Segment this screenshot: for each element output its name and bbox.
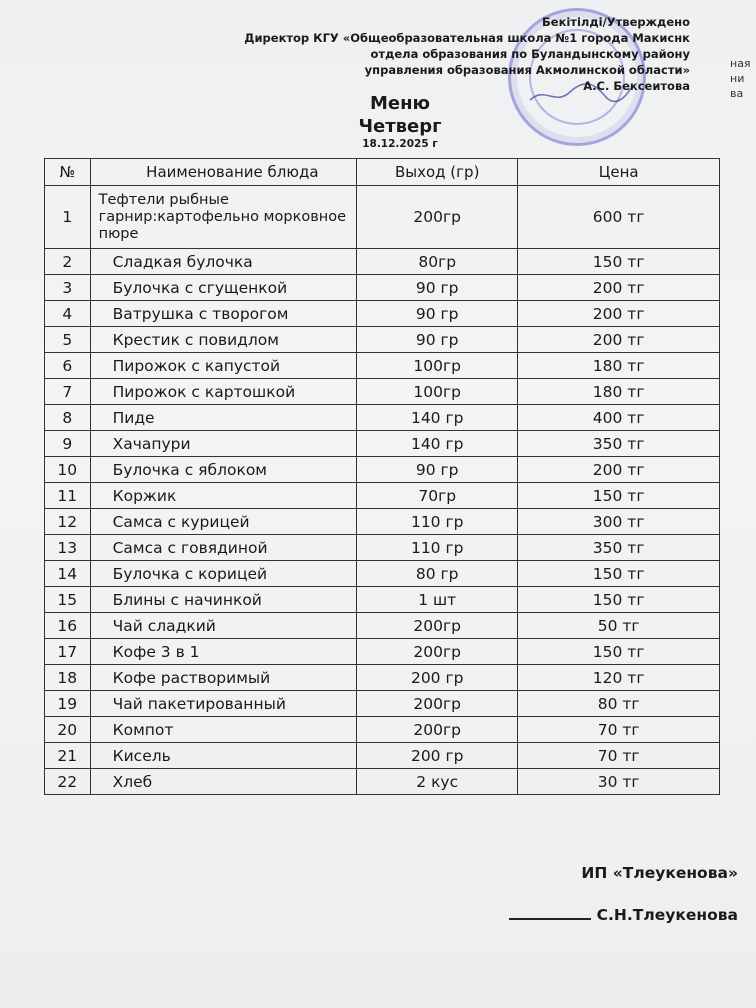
dish-name: Хачапури [90, 431, 357, 457]
row-number: 17 [45, 639, 91, 665]
table-row [45, 691, 720, 717]
dish-price: 150 тг [518, 483, 720, 509]
dish-name: Тефтели рыбные гарнир:картофельно морковное пюре [90, 186, 357, 249]
row-number: 12 [45, 509, 91, 535]
title-date: 18.12.2025 г [362, 138, 438, 150]
edge-text-line: ва [730, 87, 744, 100]
dish-output: 110 гр [357, 535, 518, 561]
edge-text-line: ная [730, 57, 751, 70]
table-header-row [45, 159, 720, 186]
table-row [45, 613, 720, 639]
company-name: ИП «Тлеукенова» [581, 864, 738, 882]
table-row [45, 249, 720, 275]
dish-name: Булочка с сгущенкой [90, 275, 357, 301]
dish-output: 90 гр [357, 457, 518, 483]
dish-price: 150 тг [518, 561, 720, 587]
table-row [45, 353, 720, 379]
signatory-name: С.Н.Тлеукенова [596, 906, 738, 924]
row-number: 5 [45, 327, 91, 353]
menu-table-body [45, 186, 720, 795]
dish-name: Кофе растворимый [90, 665, 357, 691]
dish-price: 150 тг [518, 249, 720, 275]
table-row [45, 717, 720, 743]
dish-price: 200 тг [518, 275, 720, 301]
dish-output: 100гр [357, 379, 518, 405]
table-row [45, 743, 720, 769]
approval-signer: А.С. Бексеитова [583, 79, 690, 93]
dish-name: Чай сладкий [90, 613, 357, 639]
dish-output: 200гр [357, 717, 518, 743]
signature-line-row [509, 906, 738, 924]
dish-name: Пирожок с картошкой [90, 379, 357, 405]
row-number: 13 [45, 535, 91, 561]
row-number: 7 [45, 379, 91, 405]
dish-output: 140 гр [357, 405, 518, 431]
row-number: 8 [45, 405, 91, 431]
table-row [45, 379, 720, 405]
dish-price: 150 тг [518, 587, 720, 613]
table-row [45, 327, 720, 353]
row-number: 19 [45, 691, 91, 717]
dish-price: 200 тг [518, 301, 720, 327]
dish-output: 100гр [357, 353, 518, 379]
dish-name: Ватрушка с творогом [90, 301, 357, 327]
row-number: 10 [45, 457, 91, 483]
dish-output: 200гр [357, 639, 518, 665]
dish-output: 90 гр [357, 301, 518, 327]
dish-name: Самса с говядиной [90, 535, 357, 561]
signature-line [509, 918, 591, 920]
table-row [45, 431, 720, 457]
table-row [45, 509, 720, 535]
dish-price: 120 тг [518, 665, 720, 691]
edge-text-line: ни [730, 72, 745, 85]
dish-name: Пиде [90, 405, 357, 431]
dish-output: 70гр [357, 483, 518, 509]
table-row [45, 561, 720, 587]
dish-name: Булочка с корицей [90, 561, 357, 587]
row-number: 21 [45, 743, 91, 769]
dish-output: 140 гр [357, 431, 518, 457]
table-row [45, 405, 720, 431]
table-row [45, 769, 720, 795]
row-number: 1 [45, 186, 91, 249]
dish-output: 80 гр [357, 561, 518, 587]
header-num: № [45, 159, 91, 186]
dish-name: Чай пакетированный [90, 691, 357, 717]
row-number: 14 [45, 561, 91, 587]
row-number: 16 [45, 613, 91, 639]
table-row [45, 301, 720, 327]
table-row [45, 535, 720, 561]
dish-name: Кофе 3 в 1 [90, 639, 357, 665]
dish-price: 350 тг [518, 431, 720, 457]
dish-price: 70 тг [518, 717, 720, 743]
dish-name: Коржик [90, 483, 357, 509]
dish-output: 1 шт [357, 587, 518, 613]
header-price: Цена [518, 159, 720, 186]
dish-output: 200гр [357, 186, 518, 249]
row-number: 15 [45, 587, 91, 613]
dish-price: 200 тг [518, 457, 720, 483]
dish-name: Булочка с яблоком [90, 457, 357, 483]
row-number: 4 [45, 301, 91, 327]
edge-cutoff-text [730, 56, 756, 101]
table-row [45, 457, 720, 483]
dish-name: Самса с курицей [90, 509, 357, 535]
dish-price: 30 тг [518, 769, 720, 795]
approval-line: Бекітілді/Утверждено [542, 15, 690, 29]
dish-output: 80гр [357, 249, 518, 275]
row-number: 2 [45, 249, 91, 275]
header-name: Наименование блюда [90, 159, 357, 186]
dish-price: 180 тг [518, 353, 720, 379]
row-number: 11 [45, 483, 91, 509]
dish-name: Крестик с повидлом [90, 327, 357, 353]
table-row [45, 483, 720, 509]
dish-name: Сладкая булочка [90, 249, 357, 275]
row-number: 9 [45, 431, 91, 457]
dish-output: 90 гр [357, 327, 518, 353]
table-row [45, 639, 720, 665]
header-output: Выход (гр) [357, 159, 518, 186]
dish-output: 200 гр [357, 665, 518, 691]
dish-price: 150 тг [518, 639, 720, 665]
dish-price: 80 тг [518, 691, 720, 717]
dish-price: 350 тг [518, 535, 720, 561]
dish-output: 200гр [357, 613, 518, 639]
approval-block [230, 14, 690, 94]
title-menu: Меню [369, 93, 431, 114]
dish-price: 300 тг [518, 509, 720, 535]
title-day: Четверг [358, 116, 442, 137]
table-row [45, 587, 720, 613]
approval-line: управления образования Акмолинской области» [364, 63, 690, 77]
dish-price: 200 тг [518, 327, 720, 353]
row-number: 18 [45, 665, 91, 691]
row-number: 20 [45, 717, 91, 743]
dish-output: 200гр [357, 691, 518, 717]
table-row [45, 275, 720, 301]
dish-output: 110 гр [357, 509, 518, 535]
approval-line: отдела образования по Буландынскому району [370, 47, 690, 61]
dish-name: Компот [90, 717, 357, 743]
row-number: 6 [45, 353, 91, 379]
dish-price: 600 тг [518, 186, 720, 249]
footer-block [509, 864, 738, 924]
table-row [45, 186, 720, 249]
dish-output: 90 гр [357, 275, 518, 301]
dish-output: 2 кус [357, 769, 518, 795]
dish-output: 200 гр [357, 743, 518, 769]
dish-name: Хлеб [90, 769, 357, 795]
menu-table [44, 158, 720, 795]
dish-price: 400 тг [518, 405, 720, 431]
row-number: 3 [45, 275, 91, 301]
dish-price: 70 тг [518, 743, 720, 769]
approval-line: Директор КГУ «Общеобразовательная школа №1 города Макиснк [244, 31, 690, 45]
row-number: 22 [45, 769, 91, 795]
menu-title [330, 92, 470, 151]
dish-name: Кисель [90, 743, 357, 769]
table-row [45, 665, 720, 691]
dish-name: Пирожок с капустой [90, 353, 357, 379]
dish-price: 180 тг [518, 379, 720, 405]
dish-name: Блины с начинкой [90, 587, 357, 613]
dish-price: 50 тг [518, 613, 720, 639]
